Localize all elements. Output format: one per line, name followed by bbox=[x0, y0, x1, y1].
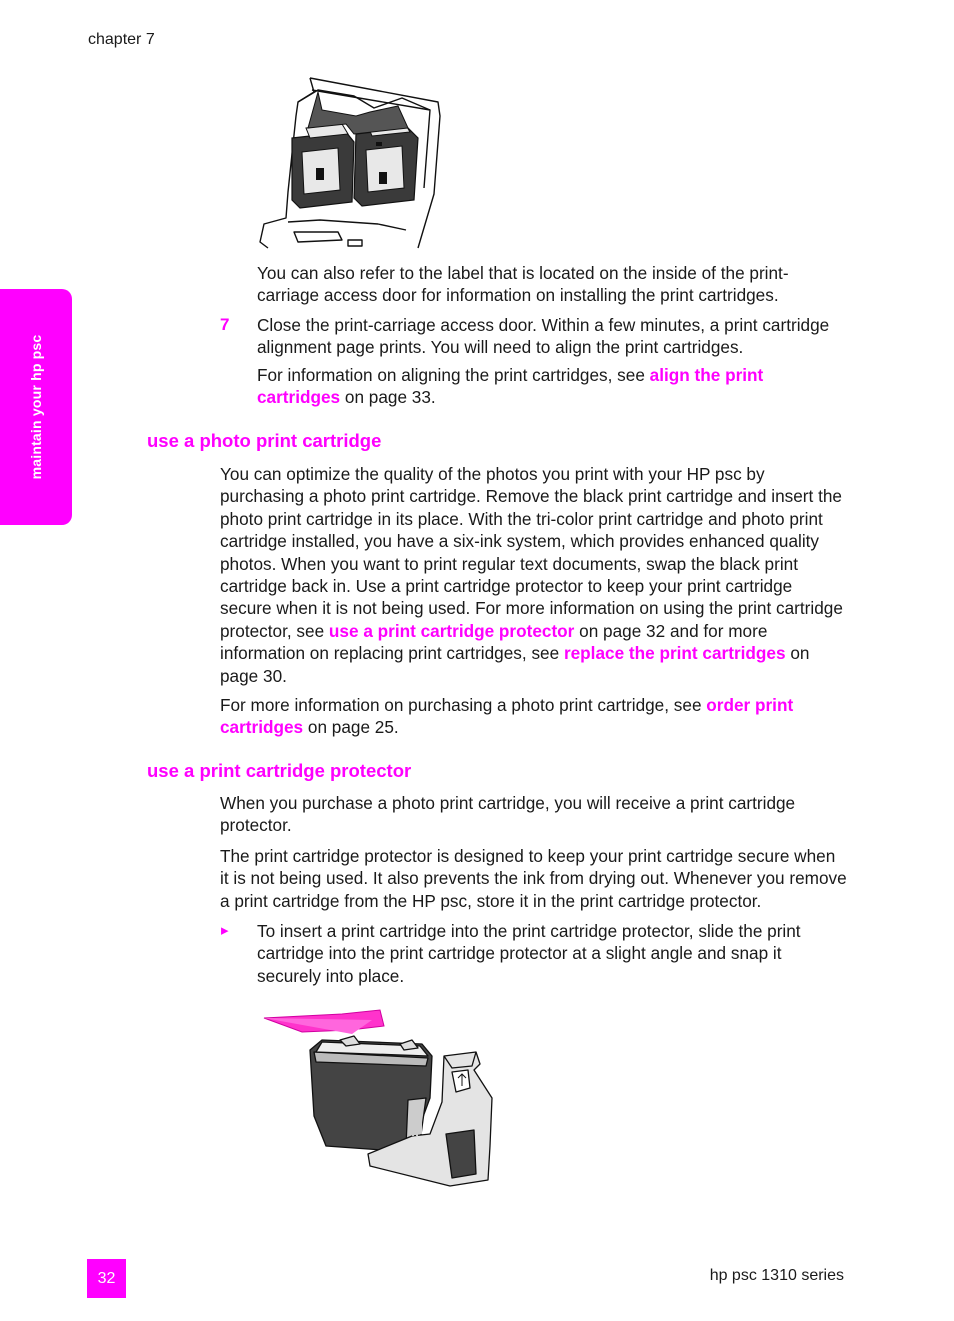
photo-p1-a: You can optimize the quality of the photos you print with your HP psc by purchasing a photo print cartridge. Remove the black print cartridge and insert the photo print cartridge in its place. With the tri-color print cartridge and photo print cartridge installed, you have a six-ink system, which provides enhanced quality photos. When you want to print regular text documents, swap the black print cartridge back in. Use a print cartridge protector to keep your print cartridge secure when it is not being used. For more information on using the print cartridge protector, see bbox=[220, 464, 843, 641]
page-number-badge: 32 bbox=[87, 1259, 126, 1298]
chapter-label: chapter 7 bbox=[88, 31, 155, 48]
step-7-info-before: For information on aligning the print cartridges, see bbox=[257, 365, 650, 385]
use-print-cartridge-protector-link[interactable]: use a print cartridge protector bbox=[328, 620, 575, 641]
replace-print-cartridges-link[interactable]: replace the print cartridges bbox=[563, 643, 786, 664]
cartridge-protector-illustration bbox=[262, 1006, 494, 1192]
protector-bullet-text: To insert a print cartridge into the print cartridge protector, slide the print cartridge into the print cartridge protector at a slight angle and snap it securely into place. bbox=[257, 921, 801, 986]
triangle-bullet-icon: ▸ bbox=[221, 922, 229, 939]
photo-cartridge-heading: use a photo print cartridge bbox=[147, 430, 382, 451]
side-tab bbox=[0, 289, 72, 525]
step-7-info-after: on page 33. bbox=[340, 387, 436, 408]
intro-paragraph: You can also refer to the label that is located on the inside of the print-carriage access door for information on installing the print cartridges. bbox=[257, 263, 789, 306]
side-tab-label: maintain your hp psc bbox=[28, 334, 44, 480]
photo-p1-c: on page 30. bbox=[220, 643, 810, 686]
order-print-cartridges-link[interactable]: order print cartridges bbox=[220, 695, 794, 738]
photo-p1-b: on page 32 and for more information on replacing print cartridges, see bbox=[220, 620, 768, 664]
step-number: 7 bbox=[220, 315, 230, 334]
protector-paragraph-2: The print cartridge protector is designed to keep your print cartridge secure when it is not being used. It also prevents the ink from drying out. Whenever you remove a print cartridge from the HP psc, store it in the print cartridge protector. bbox=[220, 846, 847, 911]
photo-p2-a: For more information on purchasing a photo print cartridge, see bbox=[220, 695, 707, 715]
photo-cartridge-paragraph bbox=[220, 463, 845, 687]
step-7-text: Close the print-carriage access door. Within a few minutes, a print cartridge alignment page prints. You will need to align the print cartridges. bbox=[257, 315, 830, 358]
protector-paragraph-1: When you purchase a photo print cartridge, you will receive a print cartridge protector. bbox=[220, 793, 796, 836]
protector-heading: use a print cartridge protector bbox=[147, 760, 412, 781]
photo-p2-b: on page 25. bbox=[303, 717, 399, 738]
align-print-cartridges-link[interactable]: align the print cartridges bbox=[257, 365, 764, 408]
cartridges-in-carriage-illustration bbox=[258, 72, 448, 254]
product-name: hp psc 1310 series bbox=[709, 1267, 844, 1284]
step-7-info bbox=[257, 364, 847, 409]
photo-purchase-paragraph bbox=[220, 694, 845, 739]
